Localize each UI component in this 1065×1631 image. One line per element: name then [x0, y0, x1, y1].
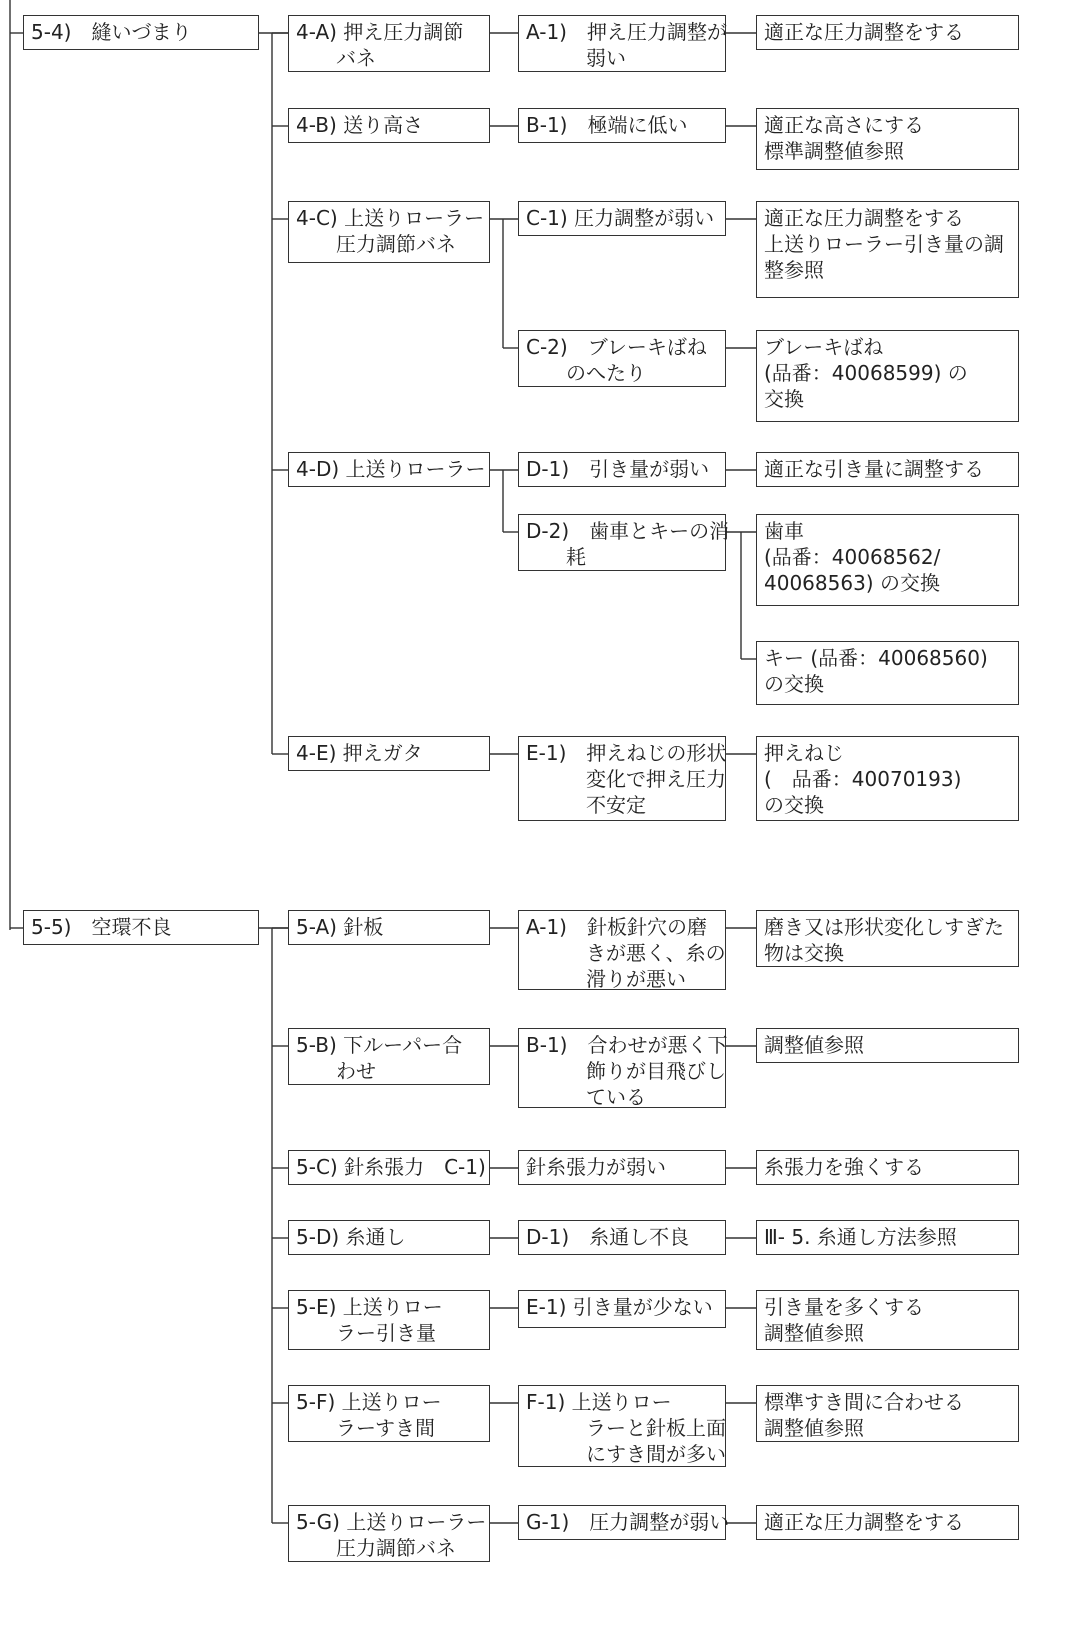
remedy-box-text: 歯車 (品番：40068562/ 40068563) の交換: [764, 519, 941, 595]
remedy-box-text: 適正な圧力調整をする: [764, 20, 964, 44]
remedy-box-text: ブレーキばね (品番：40068599) の 交換: [764, 335, 968, 411]
remedy-box: [756, 1385, 1019, 1442]
cause-box: [288, 1505, 490, 1562]
cause-detail-box-text: C-2) ブレーキばね のへたり: [526, 335, 707, 385]
cause-box-text: 5-B) 下ルーパー合 わせ: [296, 1033, 463, 1083]
remedy-box: [756, 201, 1019, 298]
cause-detail-box: [518, 910, 726, 990]
section-box-5-5: [23, 910, 259, 945]
remedy-box-text: 適正な圧力調整をする 上送りローラー引き量の調 整参照: [764, 206, 1004, 282]
cause-detail-box-text: 針糸張力が弱い: [526, 1155, 666, 1179]
cause-detail-box-text: G-1) 圧力調整が弱い: [526, 1510, 730, 1534]
cause-box: [288, 1028, 490, 1085]
cause-box-text: 4-E) 押えガタ: [296, 741, 423, 765]
cause-detail-box-text: A-1) 針板針穴の磨 きが悪く、糸の 滑りが悪い: [526, 915, 726, 991]
cause-detail-box: [518, 1028, 726, 1108]
cause-detail-box-text: F-1) 上送りロー ラーと針板上面 にすき間が多い: [526, 1390, 726, 1466]
cause-detail-box: [518, 514, 730, 571]
remedy-box-text: 適正な高さにする 標準調整値参照: [764, 113, 924, 163]
cause-box-text: 5-A) 針板: [296, 915, 384, 939]
cause-detail-box-text: D-1) 引き量が弱い: [526, 457, 710, 481]
remedy-box-text: 引き量を多くする 調整値参照: [764, 1295, 924, 1345]
cause-box-text: 5-C) 針糸張力 C-1): [296, 1155, 486, 1179]
remedy-box-text: 適正な引き量に調整する: [764, 457, 984, 481]
cause-detail-box-text: C-1) 圧力調整が弱い: [526, 206, 715, 230]
cause-detail-box: [518, 736, 726, 821]
section-box-5-4: [23, 15, 259, 50]
cause-box: [288, 910, 490, 945]
cause-detail-box: [518, 1290, 726, 1328]
cause-detail-box-text: E-1) 引き量が少ない: [526, 1295, 713, 1319]
remedy-box-text: 調整値参照: [764, 1033, 864, 1057]
cause-box-text: 5-E) 上送りロー ラー引き量: [296, 1295, 443, 1345]
remedy-box-text: キー (品番：40068560) の交換: [764, 646, 988, 696]
section-box-5-5-text: 5-5) 空環不良: [31, 915, 172, 939]
cause-detail-box: [518, 1150, 726, 1185]
remedy-box-text: 糸張力を強くする: [764, 1155, 924, 1179]
remedy-box: [756, 641, 1019, 705]
remedy-box: [756, 452, 1019, 487]
cause-box: [288, 108, 490, 143]
cause-detail-box-text: B-1) 合わせが悪く下 飾りが目飛びし ている: [526, 1033, 728, 1109]
cause-detail-box-text: D-2) 歯車とキーの消 耗: [526, 519, 730, 569]
remedy-box: [756, 330, 1019, 422]
cause-box: [288, 1220, 490, 1255]
cause-detail-box-text: D-1) 糸通し不良: [526, 1225, 690, 1249]
remedy-box: [756, 736, 1019, 821]
remedy-box: [756, 1028, 1019, 1063]
remedy-box-text: 標準すき間に合わせる 調整値参照: [764, 1390, 964, 1440]
cause-detail-box-text: E-1) 押えねじの形状 変化で押え圧力 不安定: [526, 741, 727, 817]
remedy-box: [756, 108, 1019, 170]
cause-box: [288, 452, 490, 487]
cause-box-text: 4-B) 送り高さ: [296, 113, 424, 137]
remedy-box-text: 押えねじ ( 品番：40070193) の交換: [764, 741, 962, 817]
remedy-box: [756, 1290, 1019, 1350]
cause-box: [288, 201, 490, 263]
cause-detail-box: [518, 1220, 726, 1255]
cause-detail-box: [518, 1505, 730, 1540]
cause-box-text: 5-D) 糸通し: [296, 1225, 406, 1249]
cause-box: [288, 15, 490, 72]
cause-box-text: 5-F) 上送りロー ラーすき間: [296, 1390, 442, 1440]
cause-detail-box: [518, 330, 726, 387]
cause-detail-box-text: B-1) 極端に低い: [526, 113, 688, 137]
cause-detail-box: [518, 15, 726, 72]
cause-box: [288, 736, 490, 771]
remedy-box: [756, 1150, 1019, 1185]
cause-box-text: 4-A) 押え圧力調節 バネ: [296, 20, 464, 70]
remedy-box: [756, 910, 1019, 967]
cause-detail-box: [518, 452, 726, 487]
cause-detail-box-text: A-1) 押え圧力調整が 弱い: [526, 20, 727, 70]
remedy-box-text: 磨き又は形状変化しすぎた 物は交換: [764, 915, 1004, 965]
section-box-5-4-text: 5-4) 縫いづまり: [31, 20, 192, 44]
remedy-box: [756, 15, 1019, 50]
cause-box: [288, 1290, 490, 1350]
cause-box: [288, 1150, 490, 1185]
cause-box-text: 4-D) 上送りローラー: [296, 457, 486, 481]
cause-box-text: 5-G) 上送りローラー 圧力調節バネ: [296, 1510, 487, 1560]
cause-detail-box: [518, 1385, 726, 1467]
remedy-box-text: Ⅲ- 5. 糸通し方法参照: [764, 1225, 957, 1249]
remedy-box: [756, 514, 1019, 606]
remedy-box-text: 適正な圧力調整をする: [764, 1510, 964, 1534]
remedy-box: [756, 1220, 1019, 1255]
cause-detail-box: [518, 108, 726, 143]
cause-detail-box: [518, 201, 726, 236]
cause-box: [288, 1385, 490, 1442]
cause-box-text: 4-C) 上送りローラー 圧力調節バネ: [296, 206, 485, 256]
remedy-box: [756, 1505, 1019, 1540]
